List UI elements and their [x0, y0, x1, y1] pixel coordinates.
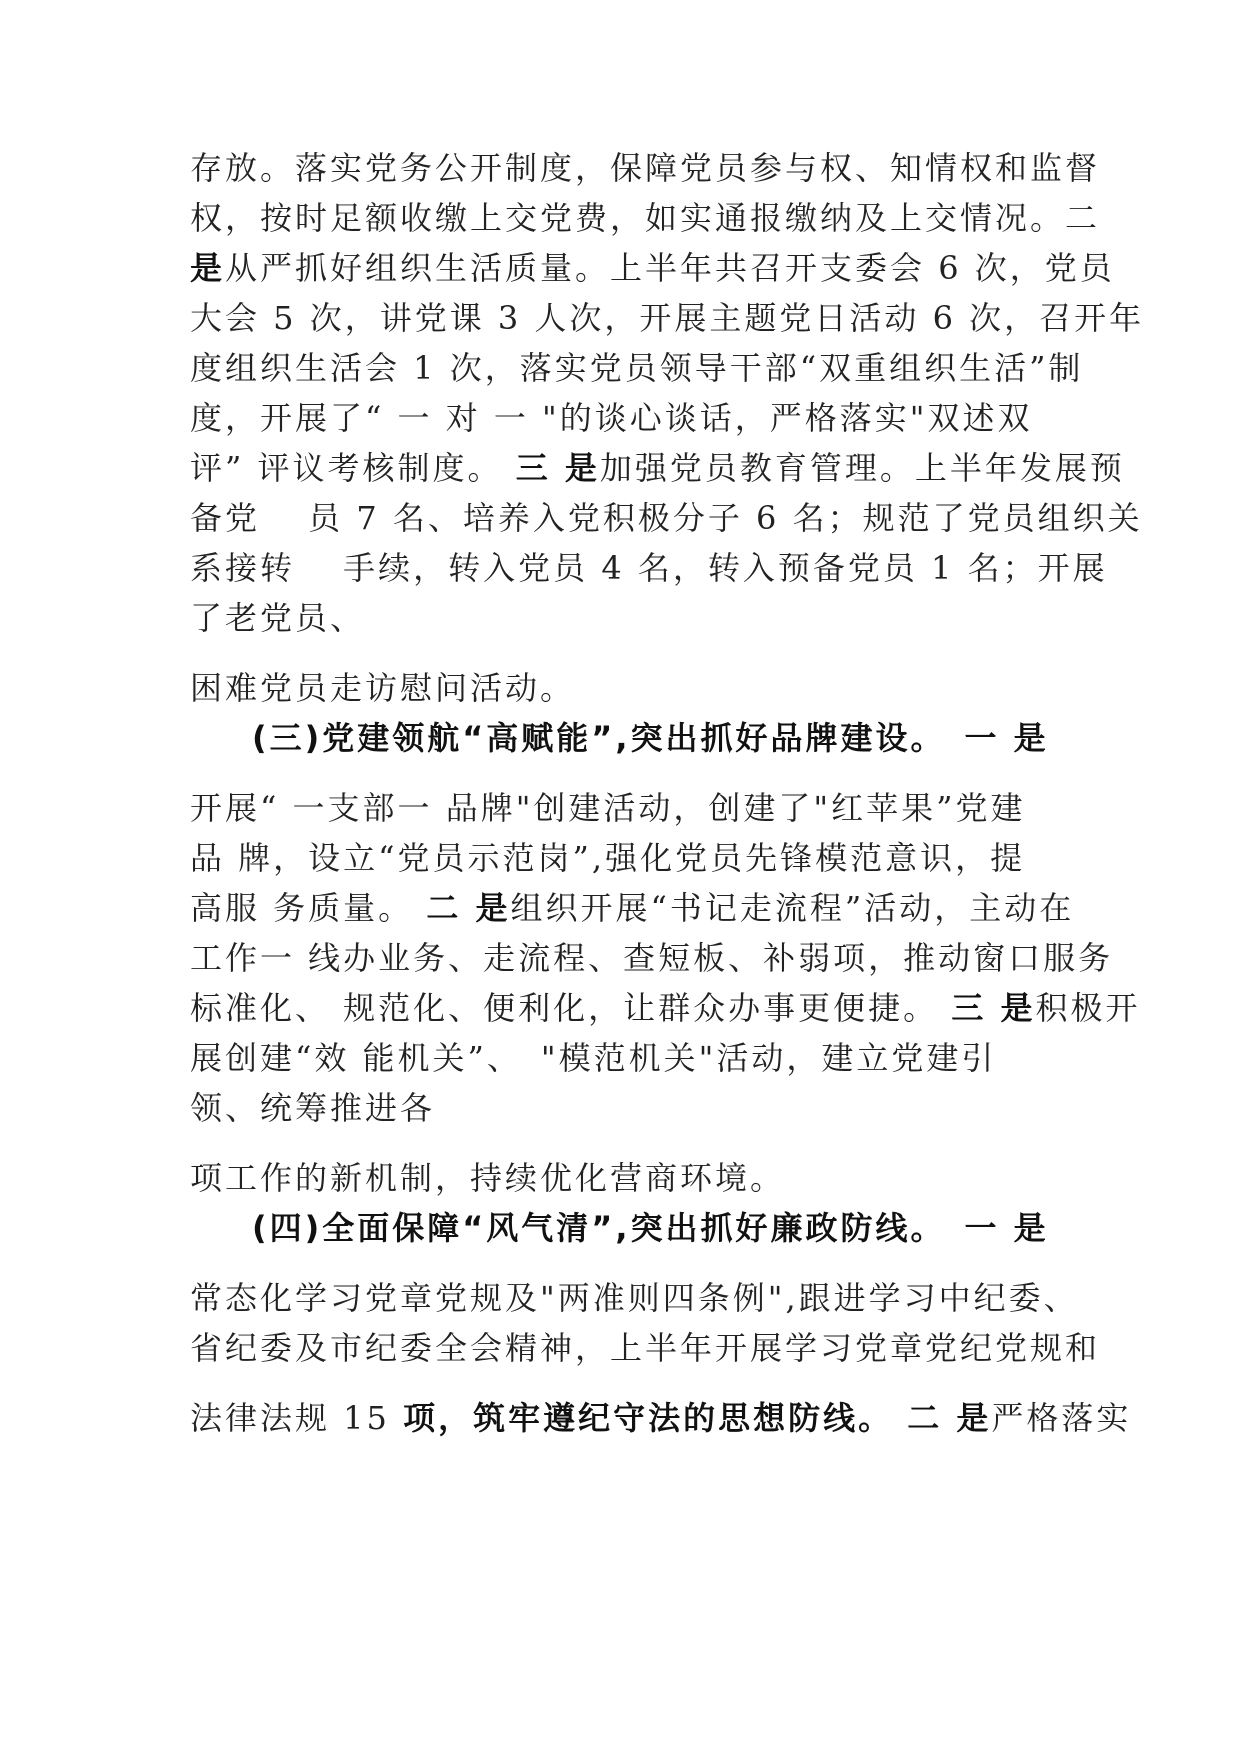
text-span: 度组织生活会 1 次，落实党员领导干部“双重组织生活”制 — [190, 349, 1084, 387]
text-span: 常态化学习党章党规及"两准则四条例",跟进学习中纪委、 — [190, 1279, 1079, 1317]
text-line — [190, 198, 1100, 238]
text-span: 了老党员、 — [190, 599, 366, 637]
text-line — [190, 498, 1143, 538]
text-line — [190, 888, 1074, 928]
text-span: 标准化、 规范化、便利化，让群众办事更便捷。 — [190, 989, 939, 1027]
text-span: 困难党员走访慰问活动。 — [190, 669, 576, 707]
text-span: 存放。落实党务公开制度，保障党员参与权、知情权和监督 — [190, 149, 1101, 187]
text-span: 省纪委及市纪委全会精神，上半年开展学习党章党纪党规和 — [190, 1329, 1101, 1367]
bold-ordinal: 三 是 — [515, 449, 600, 487]
text-span: 展创建“效 能机关”、 "模范机关"活动，建立党建引 — [190, 1039, 997, 1077]
bold-ordinal: 是 — [190, 249, 226, 287]
text-line — [190, 1038, 996, 1078]
text-line — [190, 1088, 435, 1128]
section-heading-4 — [252, 1208, 1049, 1248]
text-line — [190, 448, 1125, 488]
text-span: 品 牌，设立“党员示范岗”,强化党员先锋模范意识，提 — [190, 839, 1026, 877]
text-span: 积极开 — [1035, 989, 1141, 1027]
text-line — [190, 1158, 785, 1198]
text-line — [190, 668, 575, 708]
text-span: 度，开展了“ 一 对 一 "的谈心谈话，严格落实"双述双 — [190, 399, 1033, 437]
text-span: 高服 务质量。 — [190, 889, 414, 927]
text-span: 加强党员教育管理。上半年发展预 — [599, 449, 1125, 487]
text-span: 开展“ 一支部一 品牌"创建活动，创建了"红苹果”党建 — [190, 789, 1026, 827]
text-line — [190, 938, 1113, 978]
text-line — [190, 248, 1115, 288]
heading-text: (三)党建领航“高赋能”,突出抓好品牌建设。 一 是 — [252, 719, 1049, 757]
text-line — [190, 1398, 1131, 1438]
text-span: 权，按时足额收缴上交党费，如实通报缴纳及上交情况。二 — [190, 199, 1101, 237]
text-line — [190, 148, 1100, 188]
text-span: 评” 评议考核制度。 — [190, 449, 503, 487]
section-heading-3 — [252, 718, 1049, 758]
text-line — [190, 788, 1026, 828]
text-line — [190, 1328, 1100, 1368]
text-span: 从严抓好组织生活质量。上半年共召开支委会 6 次，党员 — [225, 249, 1115, 287]
text-line — [190, 398, 1033, 438]
bold-ordinal: 二 是 — [426, 889, 511, 927]
text-span: 严格落实 — [991, 1399, 1132, 1437]
text-line — [190, 548, 1108, 588]
text-line — [190, 348, 1083, 388]
text-span: 工作一 线办业务、走流程、查短板、补弱项，推动窗口服务 — [190, 939, 1114, 977]
text-span: 组织开展“书记走流程”活动，主动在 — [510, 889, 1075, 927]
text-span: 系接转 手续，转入党员 4 名，转入预备党员 1 名；开展 — [190, 549, 1108, 587]
text-line — [190, 598, 365, 638]
text-line — [190, 1278, 1079, 1318]
text-line — [190, 298, 1144, 338]
text-span: 项工作的新机制，持续优化营商环境。 — [190, 1159, 786, 1197]
text-line — [190, 838, 1025, 878]
text-line — [190, 988, 1141, 1028]
text-span: 备党 员 7 名、培养入党积极分子 6 名；规范了党员组织关 — [190, 499, 1143, 537]
text-span: 大会 5 次，讲党课 3 人次，开展主题党日活动 6 次，召开年 — [190, 299, 1145, 337]
bold-text: 项，筑牢遵纪守法的思想防线。 二 是 — [403, 1399, 992, 1437]
heading-text: (四)全面保障“风气清”,突出抓好廉政防线。 一 是 — [252, 1209, 1049, 1247]
bold-ordinal: 三 是 — [951, 989, 1036, 1027]
text-span: 领、统筹推进各 — [190, 1089, 436, 1127]
text-span: 法律法规 15 — [190, 1399, 404, 1437]
